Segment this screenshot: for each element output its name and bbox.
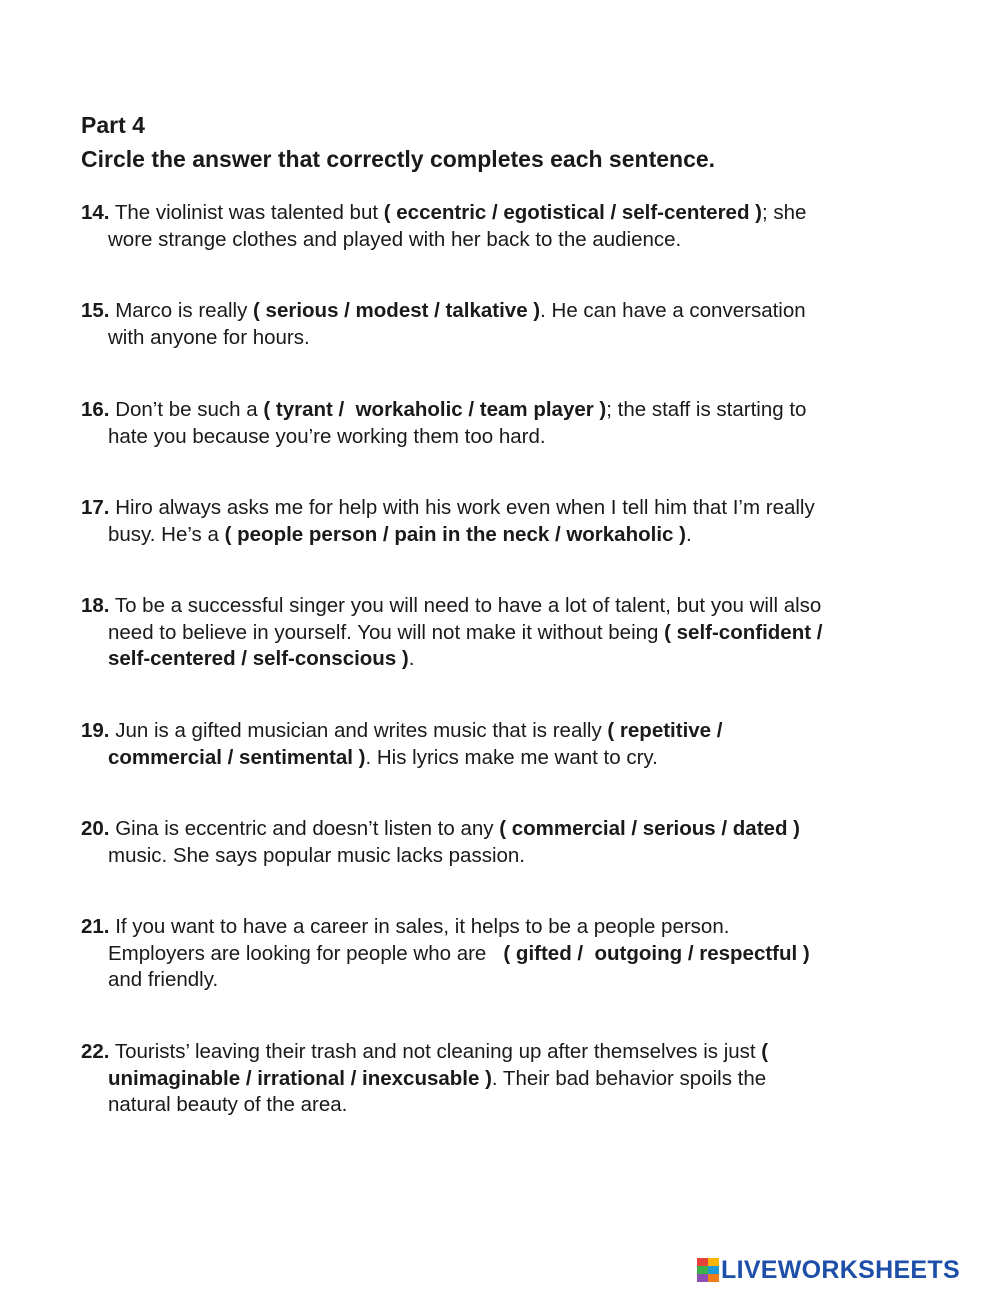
- answer-choices[interactable]: ( serious / modest / talkative ): [253, 299, 541, 322]
- question-text: If you want to have a career in sales, it helps to be a people person.: [109, 915, 730, 938]
- question-text: Tourists’ leaving their trash and not cleaning up after themselves is just: [109, 1040, 762, 1063]
- question-text: The violinist was talented but: [109, 201, 384, 224]
- question-text: Gina is eccentric and doesn’t listen to any: [109, 817, 500, 840]
- question-line: [81, 397, 931, 424]
- question-number: 17.: [81, 496, 110, 519]
- answer-choices[interactable]: ( gifted / outgoing / respectful ): [503, 941, 810, 965]
- question-text: ; the staff is starting to: [606, 398, 807, 421]
- question-line: [81, 745, 931, 772]
- question-text: . Their bad behavior spoils the: [491, 1066, 767, 1090]
- question-19: [81, 718, 931, 771]
- question-text: Employers are looking for people who are: [108, 941, 504, 965]
- answer-choices[interactable]: commercial / sentimental ): [108, 745, 366, 769]
- question-number: 14.: [81, 201, 110, 224]
- question-text: .: [408, 647, 415, 670]
- logo-block: [697, 1266, 708, 1274]
- question-line: [81, 495, 931, 522]
- answer-choices[interactable]: ( tyrant / workaholic / team player ): [263, 398, 607, 421]
- logo-block: [697, 1274, 708, 1282]
- question-number: 22.: [81, 1040, 110, 1063]
- answer-choices[interactable]: ( repetitive /: [607, 719, 723, 742]
- answer-choices[interactable]: ( people person / pain in the neck / workaholic ): [224, 522, 686, 546]
- part-label: Part 4: [81, 112, 145, 138]
- logo-block: [708, 1274, 719, 1282]
- question-20: [81, 816, 931, 869]
- answer-choices[interactable]: ( commercial / serious / dated ): [499, 817, 800, 840]
- question-line: [81, 593, 931, 620]
- question-text: . His lyrics make me want to cry.: [365, 745, 658, 769]
- question-14: [81, 200, 931, 253]
- instructions-heading: Circle the answer that correctly completes each sentence.: [81, 146, 716, 172]
- question-line: [81, 816, 931, 843]
- question-number: 19.: [81, 719, 110, 742]
- question-16: [81, 397, 931, 450]
- logo-block: [708, 1266, 719, 1274]
- question-text: hate you because you’re working them too hard.: [108, 424, 546, 448]
- question-21: [81, 914, 931, 994]
- question-text: To be a successful singer you will need to have a lot of talent, but you will also: [109, 594, 822, 617]
- question-text: . He can have a conversation: [540, 299, 806, 322]
- question-text: need to believe in yourself. You will not make it without being: [108, 620, 665, 644]
- question-line: [81, 941, 931, 968]
- answer-choices[interactable]: ( self-confident /: [664, 620, 823, 644]
- question-line: [81, 646, 931, 673]
- question-text: and friendly.: [108, 968, 219, 991]
- question-line: [81, 1039, 931, 1066]
- question-number: 16.: [81, 398, 110, 421]
- logo-text: LIVEWORKSHEETS: [721, 1255, 960, 1284]
- question-line: [81, 200, 931, 227]
- question-22: [81, 1039, 931, 1119]
- question-line: [81, 620, 931, 647]
- question-text: Marco is really: [109, 299, 254, 322]
- liveworksheets-logo: [697, 1255, 960, 1285]
- question-text: ; she: [762, 201, 807, 224]
- question-18: [81, 593, 931, 673]
- question-15: [81, 298, 931, 351]
- question-text: with anyone for hours.: [108, 325, 310, 349]
- question-line: [81, 718, 931, 745]
- answer-choices[interactable]: ( eccentric / egotistical / self-centered ): [383, 201, 762, 224]
- question-text: Hiro always asks me for help with his work even when I tell him that I’m really: [109, 496, 815, 519]
- question-text: Jun is a gifted musician and writes music that is really: [109, 719, 608, 742]
- logo-block: [697, 1258, 708, 1266]
- question-text: Don’t be such a: [109, 398, 264, 421]
- logo-block: [708, 1258, 719, 1266]
- question-text: .: [685, 522, 692, 546]
- question-text: music. She says popular music lacks passion.: [108, 843, 526, 867]
- answer-choices[interactable]: (: [761, 1040, 769, 1063]
- question-text: natural beauty of the area.: [108, 1093, 348, 1116]
- question-text: busy. He’s a: [108, 522, 225, 546]
- question-text: wore strange clothes and played with her back to the audience.: [108, 227, 682, 251]
- answer-choices[interactable]: self-centered / self-conscious ): [108, 647, 409, 670]
- question-line: [81, 522, 931, 549]
- logo-blocks-icon: [697, 1258, 719, 1282]
- question-line: [81, 1066, 931, 1093]
- question-number: 21.: [81, 915, 110, 938]
- question-line: [81, 298, 931, 325]
- question-number: 20.: [81, 817, 110, 840]
- question-line: [81, 914, 931, 941]
- question-17: [81, 495, 931, 548]
- question-number: 18.: [81, 594, 110, 617]
- answer-choices[interactable]: unimaginable / irrational / inexcusable ): [108, 1066, 492, 1090]
- question-number: 15.: [81, 299, 110, 322]
